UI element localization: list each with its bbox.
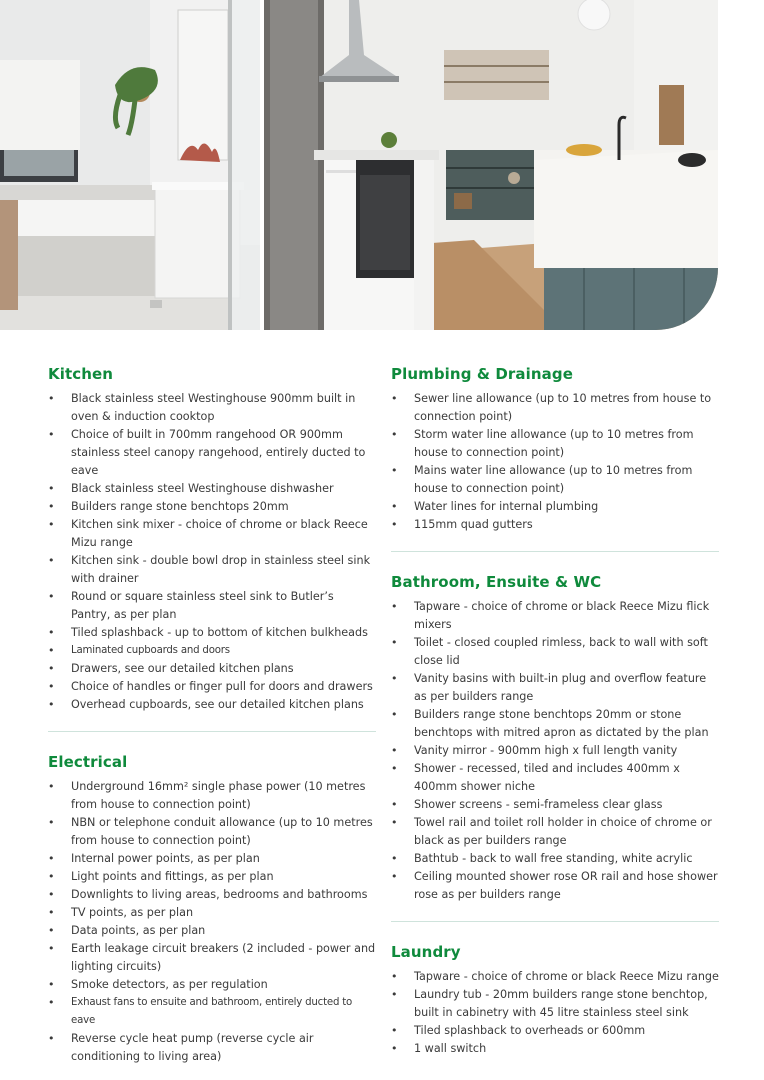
list-item: • Toilet - closed coupled rimless, back to wall with soft close lid xyxy=(391,634,719,670)
list-item: • Sewer line allowance (up to 10 metres from house to connection point) xyxy=(391,390,719,426)
list-item: • Black stainless steel Westinghouse dishwasher xyxy=(48,480,376,498)
list-item: • 1 wall switch xyxy=(391,1040,719,1058)
electrical-list xyxy=(48,778,376,1066)
list-item: • Laminated cupboards and doors xyxy=(48,642,376,660)
right-column xyxy=(391,364,719,1058)
list-item: • Storm water line allowance (up to 10 metres from house to connection point) xyxy=(391,426,719,462)
list-item: • Bathtub - back to wall free standing, white acrylic xyxy=(391,850,719,868)
list-item: • Water lines for internal plumbing xyxy=(391,498,719,516)
list-item: • Earth leakage circuit breakers (2 included - power and lighting circuits) xyxy=(48,940,376,976)
list-item: • Tiled splashback - up to bottom of kitchen bulkheads xyxy=(48,624,376,642)
plumbing-section xyxy=(391,364,719,534)
list-item: • Black stainless steel Westinghouse 900mm built in oven & induction cooktop xyxy=(48,390,376,426)
laundry-section xyxy=(391,942,719,1058)
electrical-section xyxy=(48,752,376,1066)
bathroom-heading: Bathroom, Ensuite & WC xyxy=(391,573,602,591)
list-item: • Tiled splashback to overheads or 600mm xyxy=(391,1022,719,1040)
list-item: • Vanity basins with built-in plug and overflow feature as per builders range xyxy=(391,670,719,706)
kitchen-section xyxy=(48,364,376,714)
bathroom-photo xyxy=(0,0,260,330)
list-item: • Builders range stone benchtops 20mm or stone benchtops with mitred apron as dictated by the plan xyxy=(391,706,719,742)
list-item: • Tapware - choice of chrome or black Reece Mizu range xyxy=(391,968,719,986)
list-item: • Towel rail and toilet roll holder in choice of chrome or black as per builders range xyxy=(391,814,719,850)
list-item: • NBN or telephone conduit allowance (up to 10 metres from house to connection point) xyxy=(48,814,376,850)
kitchen-photo xyxy=(264,0,718,330)
list-item: • Builders range stone benchtops 20mm xyxy=(48,498,376,516)
list-item: • Shower screens - semi-frameless clear glass xyxy=(391,796,719,814)
laundry-heading: Laundry xyxy=(391,943,461,961)
electrical-heading: Electrical xyxy=(48,753,128,771)
list-item: • Tapware - choice of chrome or black Reece Mizu flick mixers xyxy=(391,598,719,634)
bathroom-section xyxy=(391,572,719,904)
list-item: • TV points, as per plan xyxy=(48,904,376,922)
kitchen-heading: Kitchen xyxy=(48,365,114,383)
list-item: • Laundry tub - 20mm builders range stone benchtop, built in cabinetry with 45 litre stainless steel sink xyxy=(391,986,719,1022)
list-item: • Mains water line allowance (up to 10 metres from house to connection point) xyxy=(391,462,719,498)
list-item: • Vanity mirror - 900mm high x full length vanity xyxy=(391,742,719,760)
list-item: • Kitchen sink mixer - choice of chrome or black Reece Mizu range xyxy=(48,516,376,552)
list-item: • Exhaust fans to ensuite and bathroom, entirely ducted to eave xyxy=(48,994,376,1030)
kitchen-list xyxy=(48,390,376,714)
list-item: • Drawers, see our detailed kitchen plans xyxy=(48,660,376,678)
list-item: • Shower - recessed, tiled and includes 400mm x 400mm shower niche xyxy=(391,760,719,796)
list-item: • Choice of built in 700mm rangehood OR 900mm stainless steel canopy rangehood, entirely ducted to eave xyxy=(48,426,376,480)
list-item: • Reverse cycle heat pump (reverse cycle air conditioning to living area) xyxy=(48,1030,376,1066)
list-item: • Underground 16mm² single phase power (10 metres from house to connection point) xyxy=(48,778,376,814)
list-item: • Round or square stainless steel sink to Butler’s Pantry, as per plan xyxy=(48,588,376,624)
bathroom-list xyxy=(391,598,719,904)
section-divider xyxy=(48,731,376,732)
section-divider xyxy=(391,551,719,552)
list-item: • Smoke detectors, as per regulation xyxy=(48,976,376,994)
list-item: • Ceiling mounted shower rose OR rail and hose shower rose as per builders range xyxy=(391,868,719,904)
plumbing-list xyxy=(391,390,719,534)
list-item: • Downlights to living areas, bedrooms and bathrooms xyxy=(48,886,376,904)
list-item: • Internal power points, as per plan xyxy=(48,850,376,868)
laundry-list xyxy=(391,968,719,1058)
list-item: • Kitchen sink - double bowl drop in stainless steel sink with drainer xyxy=(48,552,376,588)
list-item: • Data points, as per plan xyxy=(48,922,376,940)
section-divider xyxy=(391,921,719,922)
left-column xyxy=(48,364,376,1066)
list-item: • Choice of handles or finger pull for doors and drawers xyxy=(48,678,376,696)
list-item: • 115mm quad gutters xyxy=(391,516,719,534)
plumbing-heading: Plumbing & Drainage xyxy=(391,365,573,383)
list-item: • Overhead cupboards, see our detailed kitchen plans xyxy=(48,696,376,714)
list-item: • Light points and fittings, as per plan xyxy=(48,868,376,886)
